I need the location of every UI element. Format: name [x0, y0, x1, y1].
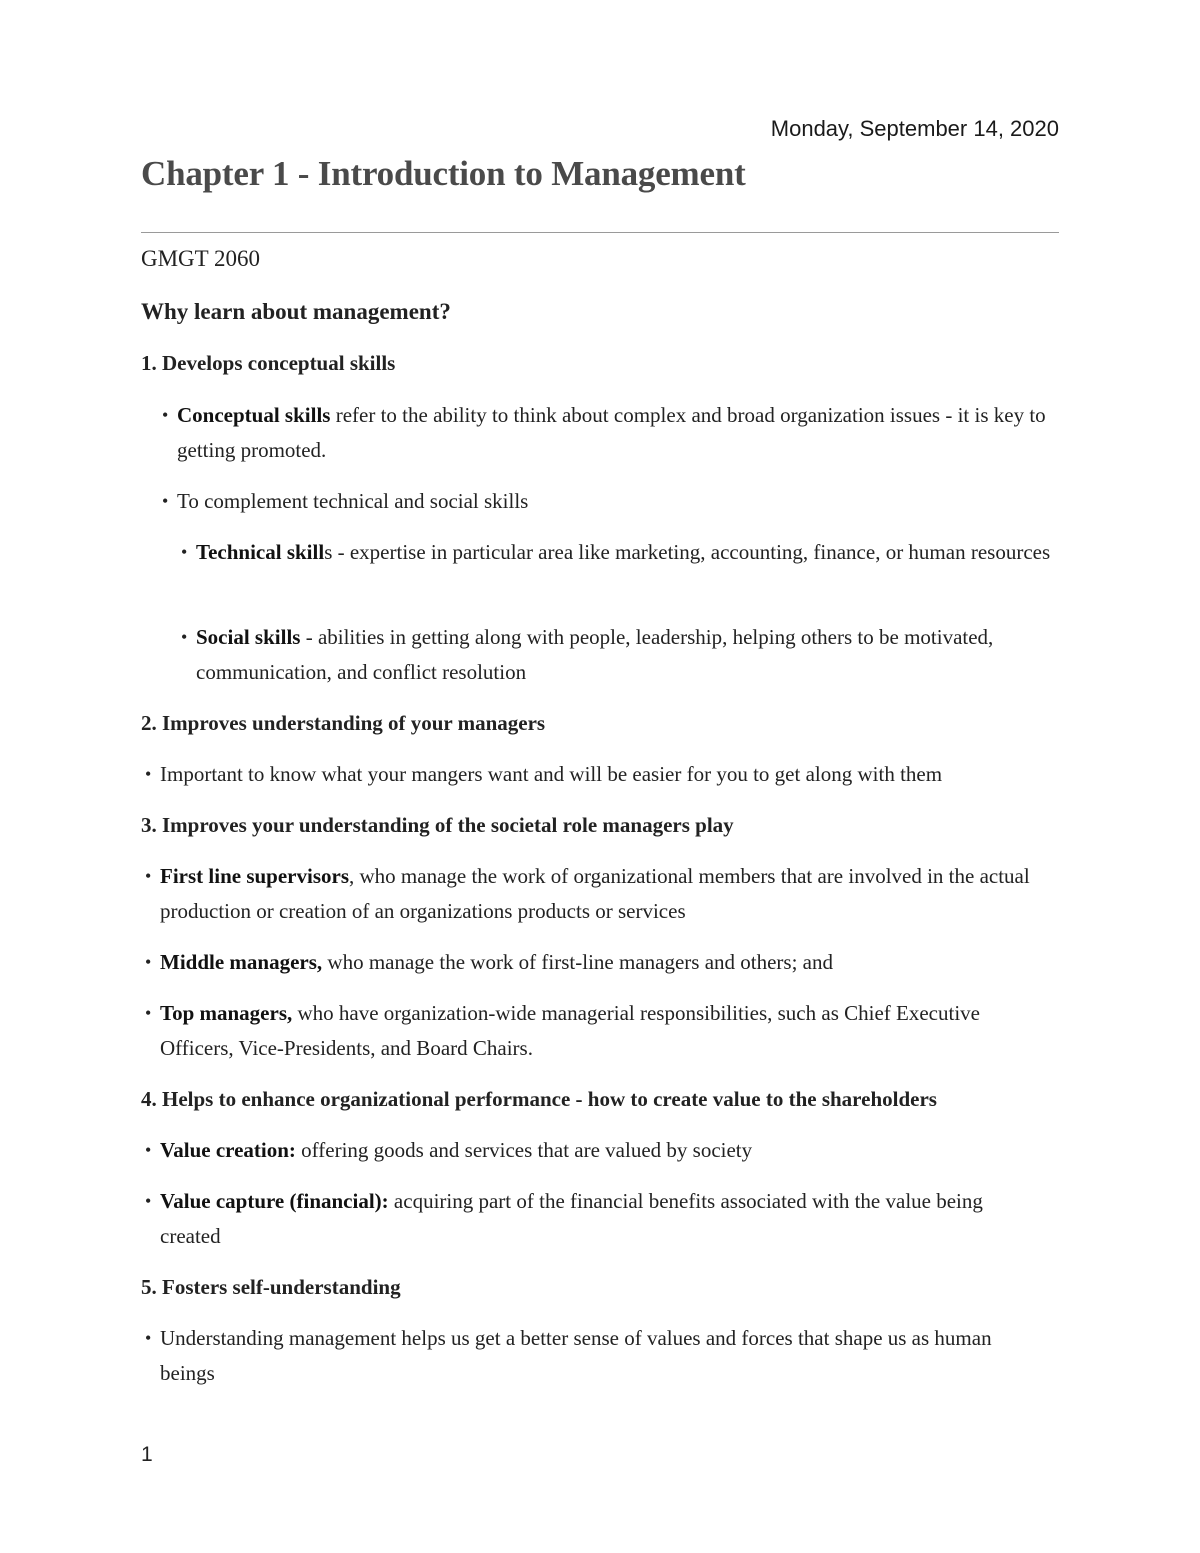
section-heading-2: 2. Improves understanding of your managers	[141, 711, 546, 735]
bullet-icon: •	[145, 764, 152, 784]
bullet-icon: •	[145, 1328, 152, 1348]
section-heading-5: 5. Fosters self-understanding	[141, 1275, 401, 1299]
list-item-nested: • Technical skills - expertise in particular area like marketing, accounting, finance, or human resources	[196, 535, 1066, 570]
main-question: Why learn about management?	[141, 299, 451, 324]
bullet-icon: •	[162, 491, 169, 511]
bullet-icon: •	[145, 1140, 152, 1160]
bullet-icon: •	[145, 1003, 152, 1023]
list-item: • Value creation: offering goods and services that are valued by society	[160, 1133, 1060, 1168]
list-item: • Conceptual skills refer to the ability to think about complex and broad organization issues - it is key to getting promoted.	[177, 398, 1067, 468]
document-date: Monday, September 14, 2020	[770, 116, 1059, 141]
course-code: GMGT 2060	[141, 246, 261, 271]
list-item: • Value capture (financial): acquiring part of the financial benefits associated with the value being created	[160, 1184, 1040, 1254]
bullet-icon: •	[145, 1191, 152, 1211]
bullet-icon: •	[162, 405, 169, 425]
title-divider	[141, 232, 1059, 233]
list-item: • To complement technical and social skills	[177, 484, 1067, 519]
page-number: 1	[141, 1443, 153, 1466]
list-item: • Understanding management helps us get a better sense of values and forces that shape us as human beings	[160, 1321, 1040, 1391]
section-heading-3: 3. Improves your understanding of the societal role managers play	[141, 813, 734, 837]
list-item: • Middle managers, who manage the work of first-line managers and others; and	[160, 945, 1060, 980]
page-title: Chapter 1 - Introduction to Management	[141, 154, 746, 193]
list-item: • Important to know what your mangers want and will be easier for you to get along with them	[160, 757, 1065, 792]
section-heading-4: 4. Helps to enhance organizational performance - how to create value to the shareholders	[141, 1087, 937, 1111]
bullet-icon: •	[181, 542, 188, 562]
bullet-icon: •	[145, 952, 152, 972]
section-heading-1: 1. Develops conceptual skills	[141, 351, 396, 375]
list-item-nested: • Social skills - abilities in getting along with people, leadership, helping others to be motivated, communication, and conflict resolution	[196, 620, 1006, 690]
bullet-icon: •	[145, 866, 152, 886]
list-item: • First line supervisors, who manage the work of organizational members that are involved in the actual production or creation of an organizations products or services	[160, 859, 1060, 929]
bullet-icon: •	[181, 627, 188, 647]
list-item: • Top managers, who have organization-wide managerial responsibilities, such as Chief Executive Officers, Vice-Presidents, and Board Chairs.	[160, 996, 1010, 1066]
